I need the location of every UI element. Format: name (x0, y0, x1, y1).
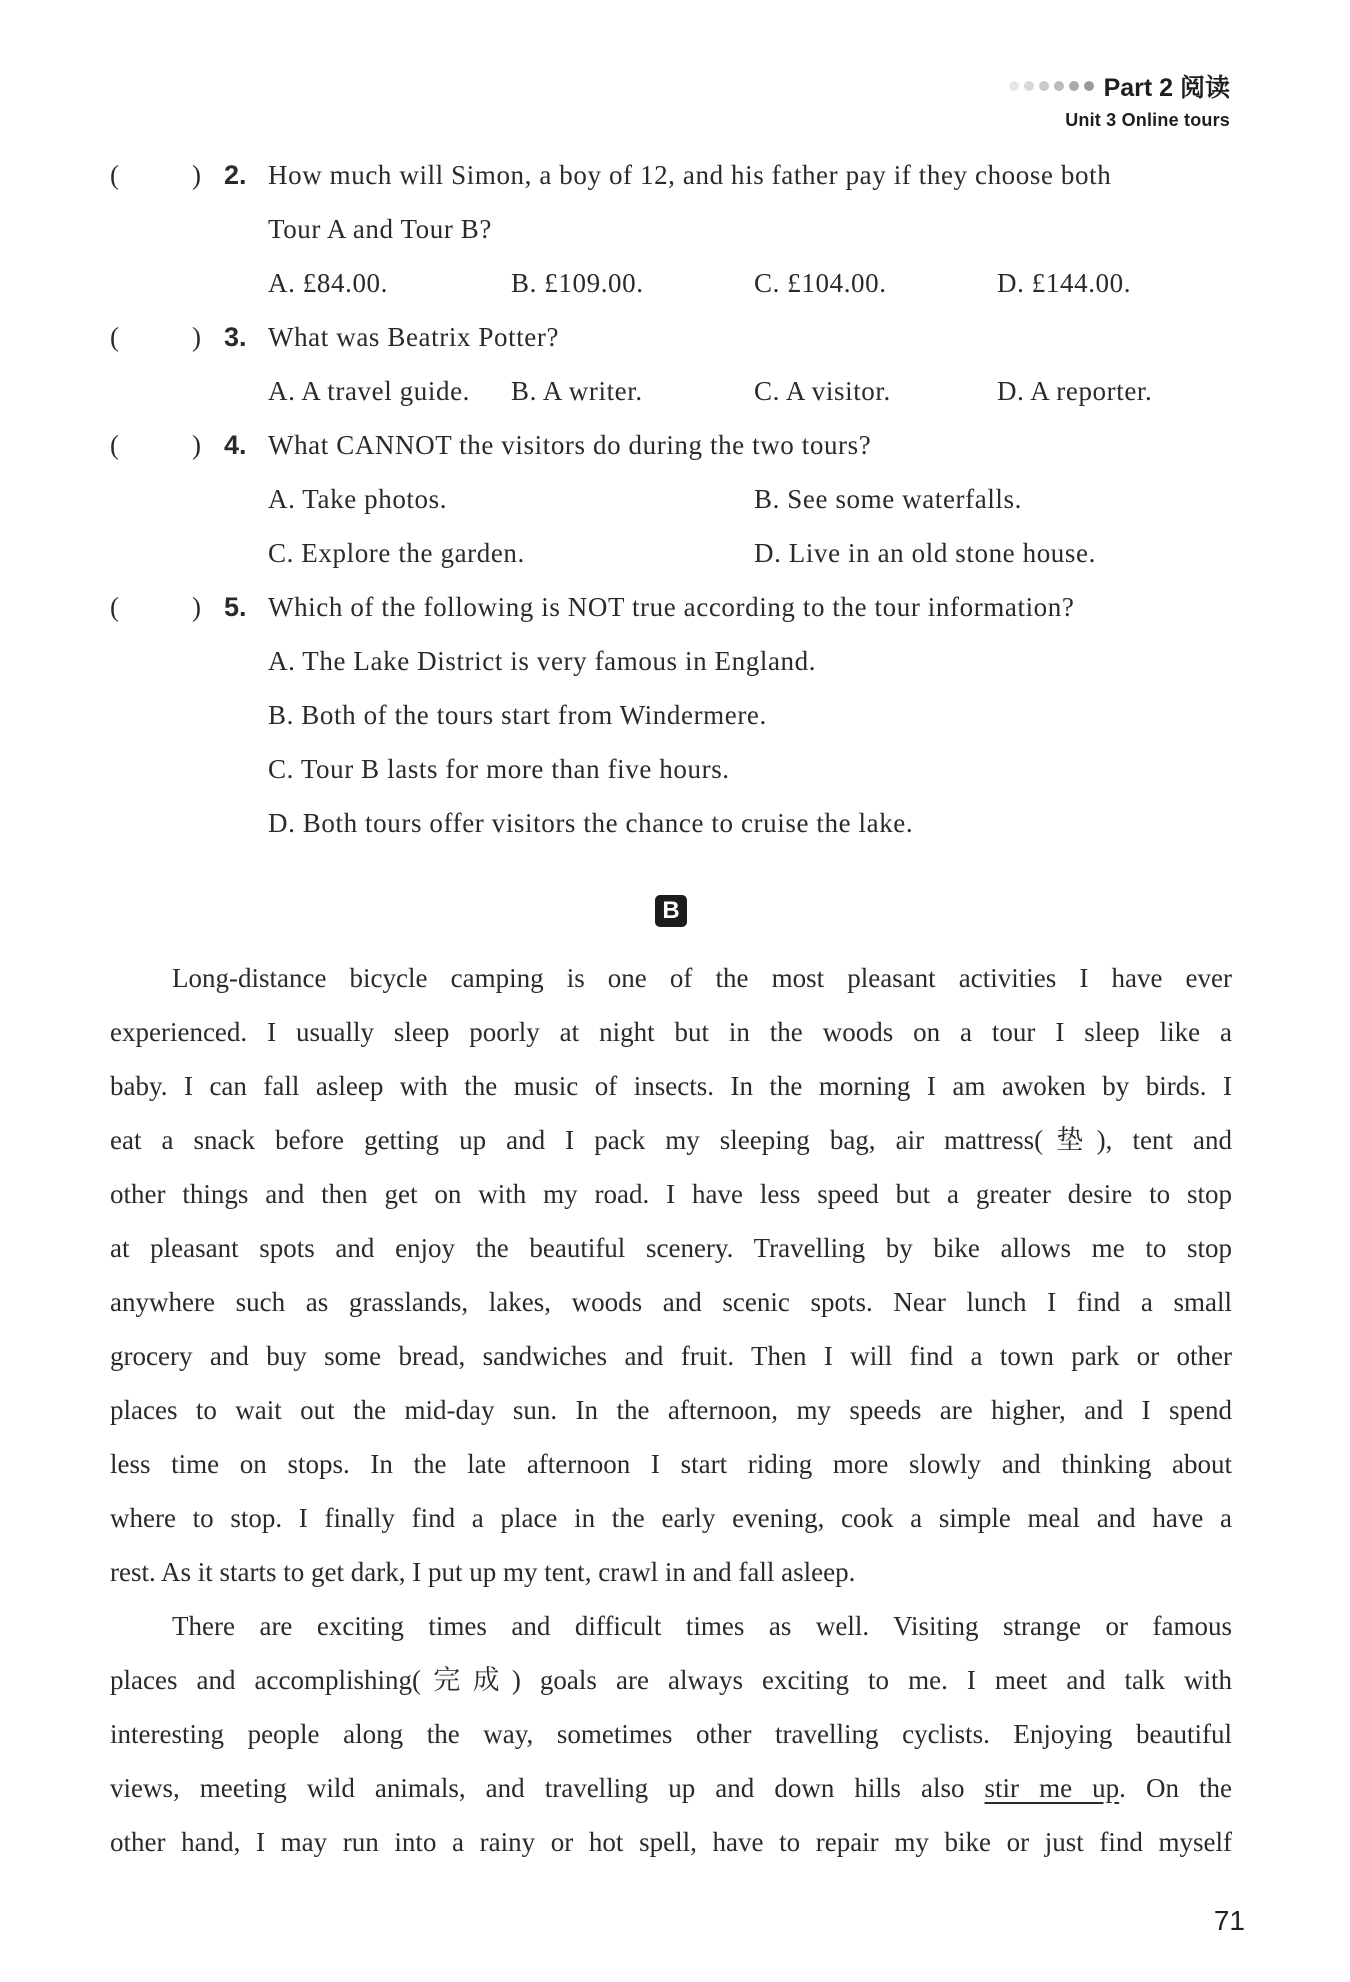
question-5: ( ) 5. Which of the following is NOT true according to the tour information? (110, 592, 1075, 622)
passage-line: baby. I can fall asleep with the music of insects. In the morning I am awoken by birds. I (110, 1071, 1232, 1101)
passage-line: anywhere such as grasslands, lakes, woods and scenic spots. Near lunch I find a small (110, 1287, 1232, 1317)
question-number: 5. (224, 592, 247, 622)
dot-icon (1084, 81, 1094, 91)
passage-line: at pleasant spots and enjoy the beautiful scenery. Travelling by bike allows me to stop (110, 1233, 1232, 1263)
underlined-phrase: stir me up (984, 1773, 1120, 1803)
passage-line: other things and then get on with my road. I have less speed but a greater desire to stop (110, 1179, 1232, 1209)
passage-line: grocery and buy some bread, sandwiches and fruit. Then I will find a town park or other (110, 1341, 1232, 1371)
dot-icon (1024, 81, 1034, 91)
option-a: A. Take photos. (268, 484, 448, 514)
passage-line: places to wait out the mid-day sun. In the afternoon, my speeds are higher, and I spend (110, 1395, 1232, 1425)
running-header (1009, 68, 1230, 131)
question-stem: What was Beatrix Potter? (268, 322, 560, 352)
question-stem: How much will Simon, a boy of 12, and his father pay if they choose both (268, 160, 1112, 190)
passage-line-with-underline: views, meeting wild animals, and travelling up and down hills also stir me up. On the (110, 1773, 1232, 1803)
paragraph-1 (110, 951, 1232, 1599)
question-number: 4. (224, 430, 247, 460)
option-c: C. £104.00. (754, 268, 887, 298)
passage-line: less time on stops. In the late afternoon I start riding more slowly and thinking about (110, 1449, 1232, 1479)
question-stem: What CANNOT the visitors do during the two tours? (268, 430, 872, 460)
option-c: C. A visitor. (754, 376, 891, 406)
option-c: C. Tour B lasts for more than five hours. (268, 754, 730, 784)
passage-line: places and accomplishing(完成) goals are always exciting to me. I meet and talk with (110, 1665, 1232, 1695)
option-b: B. Both of the tours start from Windermere. (268, 700, 767, 730)
dot-icon (1069, 81, 1079, 91)
section-b-badge: B (655, 895, 687, 927)
option-d: D. A reporter. (997, 376, 1153, 406)
question-stem: Which of the following is NOT true according to the tour information? (268, 592, 1075, 622)
part-title: Part 2 阅读 (1103, 74, 1230, 102)
unit-title: Unit 3 Online tours (1065, 110, 1230, 130)
passage-line: where to stop. I finally find a place in the early evening, cook a simple meal and have a (110, 1503, 1232, 1533)
dot-icon (1054, 81, 1064, 91)
passage-line: There are exciting times and difficult times as well. Visiting strange or famous (172, 1611, 1232, 1641)
option-a: A. The Lake District is very famous in England. (268, 646, 817, 676)
paragraph-2 (110, 1599, 1232, 1869)
question-3: ( ) 3. What was Beatrix Potter? (110, 322, 560, 352)
page-number: 71 (1213, 1905, 1245, 1936)
option-d: D. Live in an old stone house. (754, 538, 1096, 568)
passage-line: eat a snack before getting up and I pack my sleeping bag, air mattress(垫), tent and (110, 1125, 1232, 1155)
option-d: D. Both tours offer visitors the chance to cruise the lake. (268, 808, 914, 838)
option-b: B. See some waterfalls. (754, 484, 1022, 514)
passage-line: Long-distance bicycle camping is one of the most pleasant activities I have ever (172, 963, 1232, 993)
passage-line: experienced. I usually sleep poorly at night but in the woods on a tour I sleep like a (110, 1017, 1232, 1047)
dot-icon (1039, 81, 1049, 91)
dot-icon (1009, 81, 1019, 91)
decorative-dots (1009, 81, 1094, 91)
option-a: A. A travel guide. (268, 376, 471, 406)
question-number: 3. (224, 322, 247, 352)
option-b: B. £109.00. (511, 268, 644, 298)
passage-line: other hand, I may run into a rainy or hot spell, have to repair my bike or just find myself (110, 1827, 1232, 1857)
option-c: C. Explore the garden. (268, 538, 525, 568)
question-stem-continued: Tour A and Tour B? (268, 214, 493, 244)
question-2: ( ) 2. How much will Simon, a boy of 12, and his father pay if they choose both (110, 160, 1112, 190)
reading-passage (110, 951, 1232, 1869)
option-b: B. A writer. (511, 376, 643, 406)
passage-line: interesting people along the way, sometimes other travelling cyclists. Enjoying beautiful (110, 1719, 1232, 1749)
passage-line: rest. As it starts to get dark, I put up my tent, crawl in and fall asleep. (110, 1557, 856, 1587)
question-number: 2. (224, 160, 247, 190)
option-a: A. £84.00. (268, 268, 388, 298)
question-4: ( ) 4. What CANNOT the visitors do during the two tours? (110, 430, 872, 460)
option-d: D. £144.00. (997, 268, 1132, 298)
